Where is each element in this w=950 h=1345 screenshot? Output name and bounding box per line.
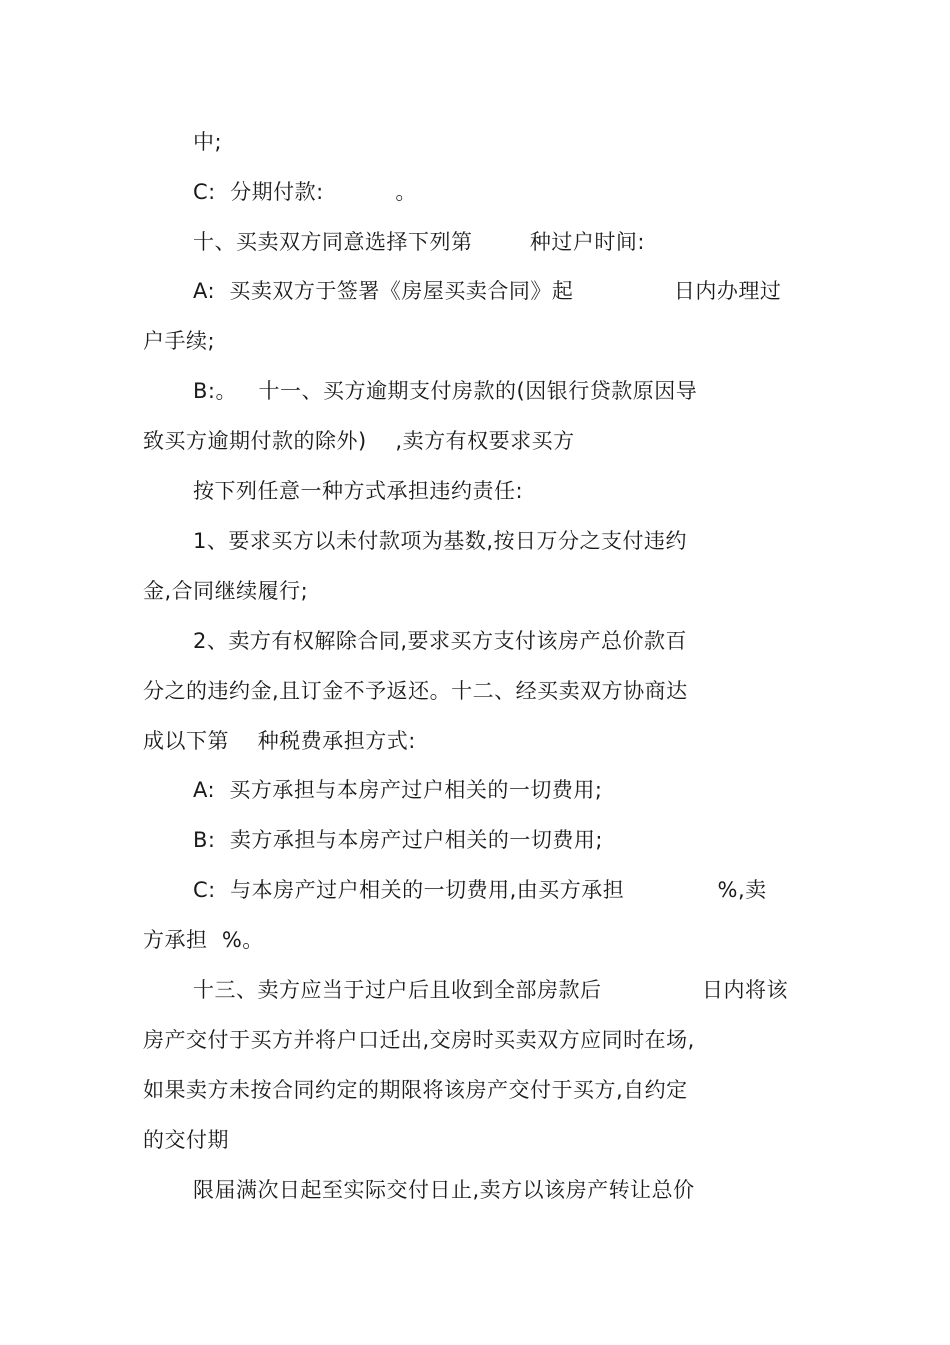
text-line: 金,合同继续履行;	[143, 579, 309, 603]
text-line: B: 卖方承担与本房产过户相关的一切费用;	[193, 828, 603, 852]
text-line: C: 与本房产过户相关的一切费用,由买方承担 %,卖	[193, 878, 767, 902]
text-line: 致买方逾期付款的除外) ,卖方有权要求买方	[143, 429, 575, 453]
text-line: 中;	[193, 130, 223, 154]
text-line: 1、要求买方以未付款项为基数,按日万分之支付违约	[193, 529, 688, 553]
text-line: 房产交付于买方并将户口迁出,交房时买卖双方应同时在场,	[143, 1028, 695, 1052]
text-line: 2、卖方有权解除合同,要求买方支付该房产总价款百	[193, 629, 688, 653]
text-line: B:。 十一、买方逾期支付房款的(因银行贷款原因导	[193, 379, 698, 403]
text-line: 分之的违约金,且订金不予返还。十二、经买卖双方协商达	[143, 679, 688, 703]
text-line: 十三、卖方应当于过户后且收到全部房款后 日内将该	[193, 978, 788, 1002]
text-line: 成以下第 种税费承担方式:	[143, 729, 416, 753]
text-line: 如果卖方未按合同约定的期限将该房产交付于买方,自约定	[143, 1078, 688, 1102]
text-line: A: 买方承担与本房产过户相关的一切费用;	[193, 778, 603, 802]
text-line: 十、买卖双方同意选择下列第 种过户时间:	[193, 230, 645, 254]
text-line: A: 买卖双方于签署《房屋买卖合同》起 日内办理过	[193, 279, 782, 303]
text-line: 方承担 %。	[143, 928, 264, 952]
text-line: C: 分期付款: 。	[193, 180, 417, 204]
text-line: 限届满次日起至实际交付日止,卖方以该房产转让总价	[193, 1178, 695, 1202]
text-line: 户手续;	[143, 329, 216, 353]
text-line: 的交付期	[143, 1128, 229, 1152]
text-line: 按下列任意一种方式承担违约责任:	[193, 479, 524, 503]
